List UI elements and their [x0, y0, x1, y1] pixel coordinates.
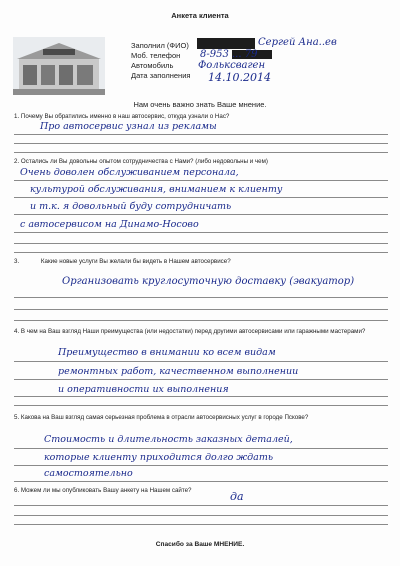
- question-number: 4.: [14, 328, 20, 335]
- question-text: Можем ли мы опубликовать Вашу анкету на Нашем сайте?: [20, 487, 192, 494]
- answer-rule: [14, 515, 388, 516]
- answer-rule: [14, 465, 388, 466]
- answer-rule: [14, 152, 388, 153]
- answer-line: Организовать круглосуточную доставку (эвакуатор): [62, 276, 355, 287]
- service-building-photo: [13, 37, 105, 95]
- answer-rule: [14, 214, 388, 215]
- question-number: 6.: [14, 487, 20, 494]
- answer-rule: [14, 405, 388, 406]
- answer-rule: [14, 232, 388, 233]
- filled-by-label: Заполнил (ФИО): [131, 41, 189, 50]
- answer-line: Преимущество в внимании ко всем видам: [58, 347, 276, 358]
- question-6: [14, 487, 314, 495]
- answer-rule: [14, 396, 388, 397]
- answer-rule: [14, 379, 388, 380]
- question-text: Какова на Ваш взгляд самая серьезная проблема в отрасли автосервисных услуг в городе Пскове?: [20, 414, 309, 421]
- answer-rule: [14, 134, 388, 135]
- phone-label: Моб. телефон: [131, 51, 181, 60]
- form-subtitle: Нам очень важно знать Ваше мнение.: [133, 100, 267, 109]
- question-4: [14, 328, 386, 336]
- answer-rule: [14, 481, 388, 482]
- answer-line: и т.к. я довольный буду сотрудничать: [30, 201, 232, 212]
- question-number: 5.: [14, 414, 20, 421]
- filled-by-value: Сергей Ана..ев: [258, 37, 337, 48]
- answer-line: с автосервисом на Динамо-Носово: [20, 219, 199, 230]
- thank-you-footer: Спасибо за Ваше МНЕНИЕ.: [155, 541, 245, 548]
- question-text: Почему Вы обратились именно в наш автосервис, откуда узнали о Нас?: [20, 113, 230, 120]
- question-text: В чем на Ваш взгляд Наши преимущества (или недостатки) перед другими автосервисами или гаражными мастерами?: [20, 328, 366, 335]
- question-3: [14, 258, 384, 266]
- question-1: [14, 113, 384, 121]
- question-number: 1.: [14, 113, 20, 120]
- answer-rule: [14, 243, 388, 244]
- answer-rule: [14, 197, 388, 198]
- question-text: Какие новые услуги Вы желали бы видеть в Нашем автосервисе?: [40, 258, 231, 265]
- answer-line: Стоимость и длительность заказных деталей,: [44, 434, 293, 445]
- redaction-bar: [197, 38, 255, 49]
- answer-line: Очень доволен обслуживанием персонала,: [20, 167, 239, 178]
- answer-line: самостоятельно: [44, 468, 133, 479]
- phone-value: 8-953 ... 79: [200, 49, 258, 60]
- question-5: [14, 414, 344, 422]
- answer-line: и оперативности их выполнения: [58, 384, 229, 395]
- date-label: Дата заполнения: [131, 71, 191, 80]
- answer-rule: [14, 505, 388, 506]
- car-label: Автомобиль: [131, 61, 174, 70]
- date-value: 14.10.2014: [208, 71, 271, 84]
- answer-line: ремонтных работ, качественном выполнении: [58, 366, 299, 377]
- question-2: [14, 158, 384, 166]
- answer-line: культурой обслуживания, вниманием к клиенту: [30, 184, 283, 195]
- answer-rule: [14, 252, 388, 253]
- car-value: Фольксваген: [198, 60, 266, 71]
- answer-rule: [14, 524, 388, 525]
- form-title: Анкета клиента: [171, 11, 229, 20]
- answer-rule: [14, 320, 388, 321]
- question-number: 2.: [14, 158, 20, 165]
- answer-rule: [14, 361, 388, 362]
- question-text: Остались ли Вы довольны опытом сотрудничества с Нами? (либо недовольны и чем): [20, 158, 268, 165]
- answer-line: которые клиенту приходится долго ждать: [44, 452, 274, 463]
- answer-rule: [14, 143, 388, 144]
- question-number: 3.: [14, 258, 20, 265]
- answer-line: да: [230, 490, 244, 503]
- answer-rule: [14, 180, 388, 181]
- answer-rule: [14, 448, 388, 449]
- answer-line: Про автосервис узнал из рекламы: [40, 121, 217, 132]
- answer-rule: [14, 297, 388, 298]
- answer-rule: [14, 309, 388, 310]
